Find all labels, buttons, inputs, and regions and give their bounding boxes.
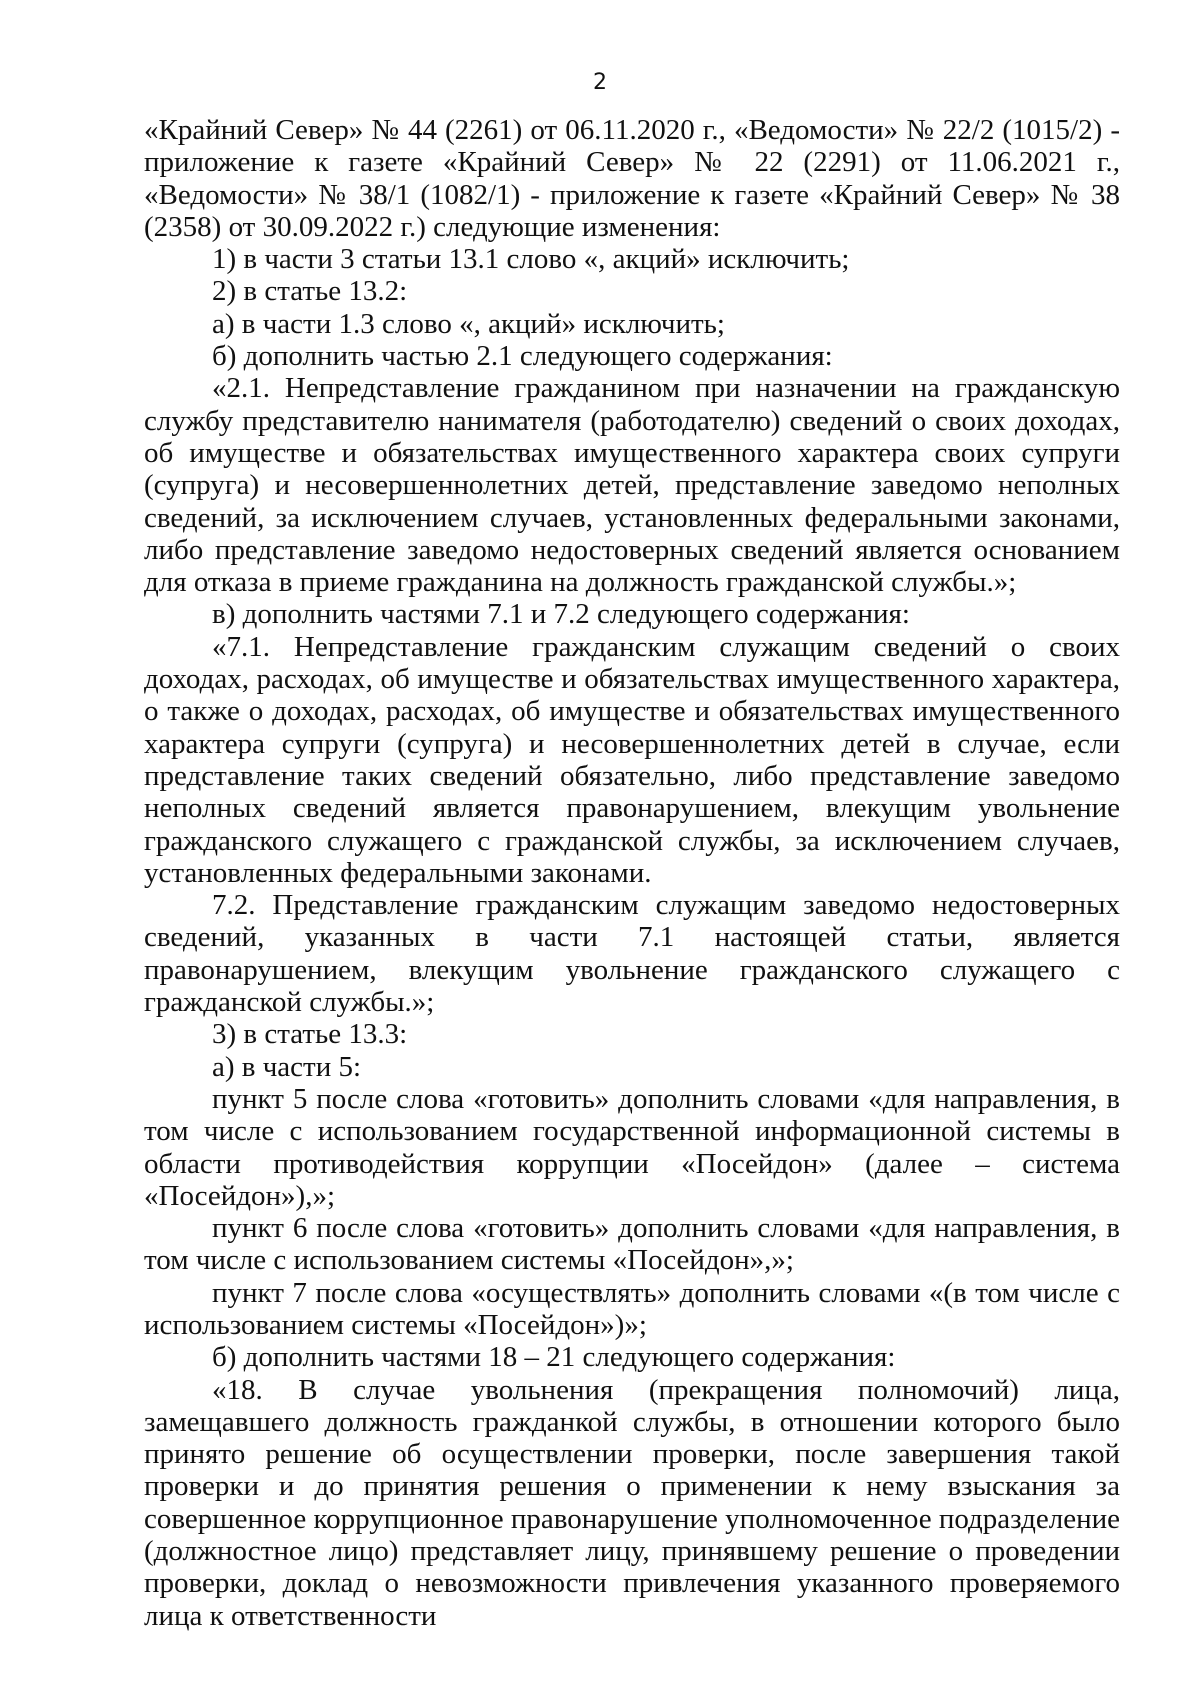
paragraph-point-6: пункт 6 после слова «готовить» дополнить словами «для направления, в том числе с использованием системы «Посейдон»,»;	[144, 1212, 1120, 1277]
paragraph-item-2v: в) дополнить частями 7.1 и 7.2 следующего содержания:	[212, 598, 910, 631]
paragraph-point-7: пункт 7 после слова «осуществлять» дополнить словами «(в том числе с использованием системы «Посейдон»)»;	[144, 1276, 1120, 1341]
paragraph-part-18: «18. В случае увольнения (прекращения полномочий) лица, замещавшего должность гражданкой службы, в отношении которого было принято решение об осуществлении проверки, после завершения такой проверки и до принятия решения о применении к нему взыскания за совершенное коррупционное правонарушение уполномоченное подразделение (должностное лицо) представляет лицу, принявшему решение о проведении проверки, доклад о невозможности привлечения указанного проверяемого лица к ответственности	[144, 1373, 1120, 1632]
paragraph-item-2: 2) в статье 13.2:	[212, 275, 408, 308]
paragraph-item-3b: б) дополнить частями 18 – 21 следующего содержания:	[212, 1341, 896, 1374]
paragraph-item-2b: б) дополнить частью 2.1 следующего содержания:	[212, 340, 833, 373]
paragraph-item-2a: а) в части 1.3 слово «, акций» исключить;	[212, 307, 725, 340]
paragraph-part-7-2: 7.2. Представление гражданским служащим заведомо недостоверных сведений, указанных в части 7.1 настоящей статьи, является правонарушением, влекущим увольнение гражданского служащего с гражданской службы.»;	[144, 889, 1120, 1019]
paragraph-intro: «Крайний Север» № 44 (2261) от 06.11.2020 г., «Ведомости» № 22/2 (1015/2) - приложение к газете «Крайний Север» № 22 (2291) от 11.06.2021 г., «Ведомости» № 38/1 (1082/1) - приложение к газете «Крайний Север» № 38 (2358) от 30.09.2022 г.) следующие изменения:	[144, 114, 1120, 243]
paragraph-item-3: 3) в статье 13.3:	[212, 1018, 408, 1051]
page-number: 2	[593, 70, 607, 95]
paragraph-part-2-1: «2.1. Непредставление гражданином при назначении на гражданскую службу представителю нанимателя (работодателю) сведений о своих доходах, об имуществе и обязательствах имущественного характера своих супруги (супруга) и несовершеннолетних детей, представление заведомо неполных сведений, за исключением случаев, установленных федеральными законами, либо представление заведомо недостоверных сведений является основанием для отказа в приеме гражданина на должность гражданской службы.»;	[144, 372, 1120, 599]
paragraph-part-7-1: «7.1. Непредставление гражданским служащим сведений о своих доходах, расходах, об имуществе и обязательствах имущественного характера, о также о доходах, расходах, об имуществе и обязательствах имущественного характера супруги (супруга) и несовершеннолетних детей в случае, если представление таких сведений обязательно, либо представление заведомо неполных сведений является правонарушением, влекущим увольнение гражданского служащего с гражданской службы, за исключением случаев, установленных федеральными законами.	[144, 630, 1120, 889]
document-body	[144, 114, 1120, 1632]
paragraph-item-3a: а) в части 5:	[212, 1050, 362, 1083]
paragraph-item-1: 1) в части 3 статьи 13.1 слово «, акций» исключить;	[212, 243, 850, 276]
paragraph-point-5: пункт 5 после слова «готовить» дополнить словами «для направления, в том числе с использованием государственной информационной системы в области противодействия коррупции «Посейдон» (далее – система «Посейдон»),»;	[144, 1082, 1120, 1212]
